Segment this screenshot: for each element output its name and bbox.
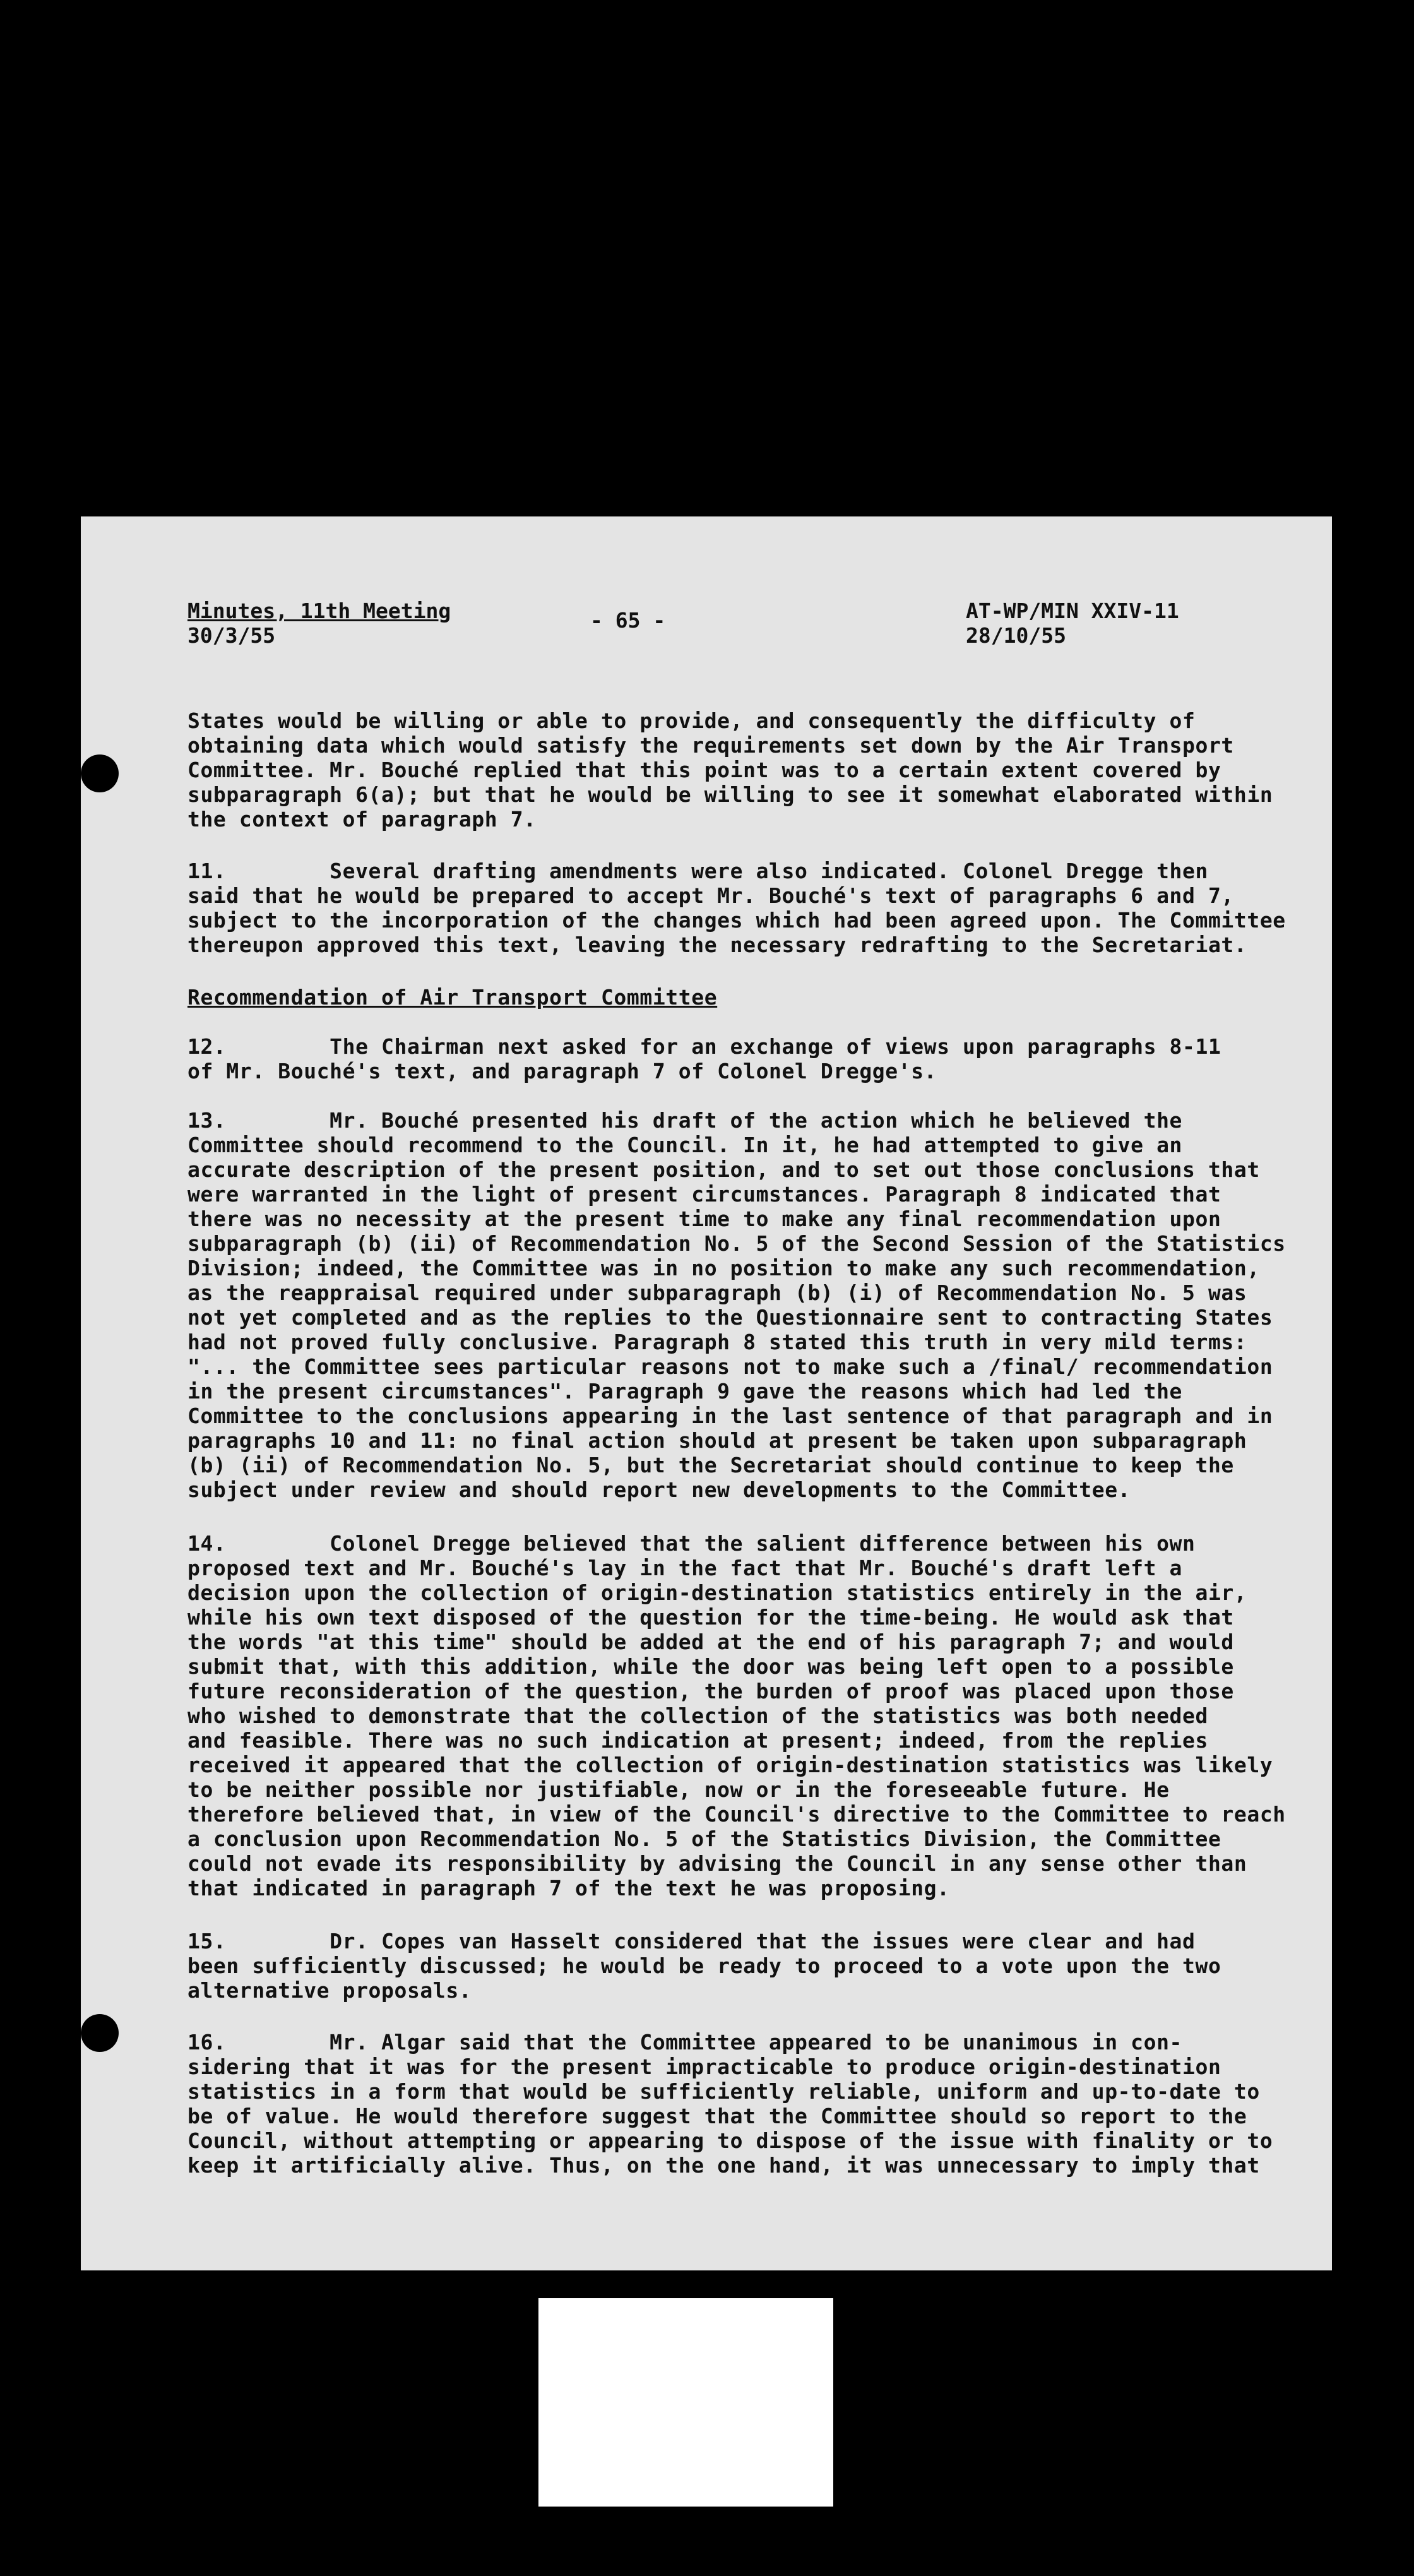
paragraph-continuation: States would be willing or able to provide, and consequently the difficulty of obtaining data which would satisfy the requirements set down by the Air Transport Committee. Mr. Bouché replied that this point was to a certain extent covered by subparagraph 6(a); but that he would be willing to see it somewhat elaborated within the context of paragraph 7. (187, 708, 1273, 832)
paragraph-13: 13. Mr. Bouché presented his draft of the action which he believed the Committee should recommend to the Council. In it, he had attempted to give an accurate description of the present position, and to set out those conclusions that were warranted in the light of present circumstances. Paragraph 8 indicated that there was no necessity at the present time to make any final recommendation upon subparagraph (b) (ii) of Recommendation No. 5 of the Second Session of the Statistics Division; indeed, the Committee was in no position to make any such recommendation, as the reappraisal required under subparagraph (b) (i) of Recommendation No. 5 was not yet completed and as the replies to the Questionnaire sent to contracting States had not proved fully conclusive. Paragraph 8 stated this truth in very mild terms: "... the Committee sees particular reasons not to make such a /final/ recommendation in the present circumstances". Paragraph 9 gave the reasons which had led the Committee to the conclusions appearing in the last sentence of that paragraph and in paragraphs 10 and 11: no final action should at present be taken upon subparagraph (b) (ii) of Recommendation No. 5, but the Secretariat should continue to keep the subject under review and should report new developments to the Committee. (187, 1108, 1286, 1502)
section-heading: Recommendation of Air Transport Committee (187, 985, 718, 1010)
header-right (966, 599, 1179, 648)
meeting-title: Minutes, 11th Meeting (187, 599, 451, 623)
paragraph-12: 12. The Chairman next asked for an exchange of views upon paragraphs 8-11 of Mr. Bouché's text, and paragraph 7 of Colonel Dregge's. (187, 1034, 1221, 1083)
document-date: 28/10/55 (966, 623, 1066, 648)
paragraph-14: 14. Colonel Dregge believed that the salient difference between his own proposed text and Mr. Bouché's lay in the fact that Mr. Bouché's draft left a decision upon the collection of origin-destination statistics entirely in the air, while his own text disposed of the question for the time-being. He would ask that the words "at this time" should be added at the end of his paragraph 7; and would submit that, with this addition, while the door was being left open to a possible future reconsideration of the question, the burden of proof was placed upon those who wished to demonstrate that the collection of the statistics was both needed and feasible. There was no such indication at present; indeed, from the replies received it appeared that the collection of origin-destination statistics was likely to be neither possible nor justifiable, now or in the foreseeable future. He therefore believed that, in view of the Council's directive to the Committee to reach a conclusion upon Recommendation No. 5 of the Statistics Division, the Committee could not evade its responsibility by advising the Council in any sense other than that indicated in paragraph 7 of the text he was proposing. (187, 1531, 1286, 1900)
paragraph-16: 16. Mr. Algar said that the Committee appeared to be unanimous in con- sidering that it was for the present impracticable to produce origin-destination statistics in a form that would be sufficiently reliable, uniform and up-to-date to be of value. He would therefore suggest that the Committee should so report to the Council, without attempting or appearing to dispose of the issue with finality or to keep it artificially alive. Thus, on the one hand, it was unnecessary to imply that (187, 2030, 1273, 2178)
meeting-date: 30/3/55 (187, 623, 276, 648)
document-reference: AT-WP/MIN XXIV-11 (966, 599, 1179, 623)
paragraph-11: 11. Several drafting amendments were also indicated. Colonel Dregge then said that he would be prepared to accept Mr. Bouché's text of paragraphs 6 and 7, subject to the incorporation of the changes which had been agreed upon. The Committee thereupon approved this text, leaving the necessary redrafting to the Secretariat. (187, 859, 1286, 957)
blank-label-tab (538, 2298, 833, 2507)
punch-hole (81, 754, 119, 792)
paragraph-15: 15. Dr. Copes van Hasselt considered that the issues were clear and had been sufficiently discussed; he would be ready to proceed to a vote upon the two alternative proposals. (187, 1929, 1221, 2003)
punch-hole (81, 2014, 119, 2052)
header-left (187, 599, 451, 648)
page-number: - 65 - (590, 608, 666, 633)
